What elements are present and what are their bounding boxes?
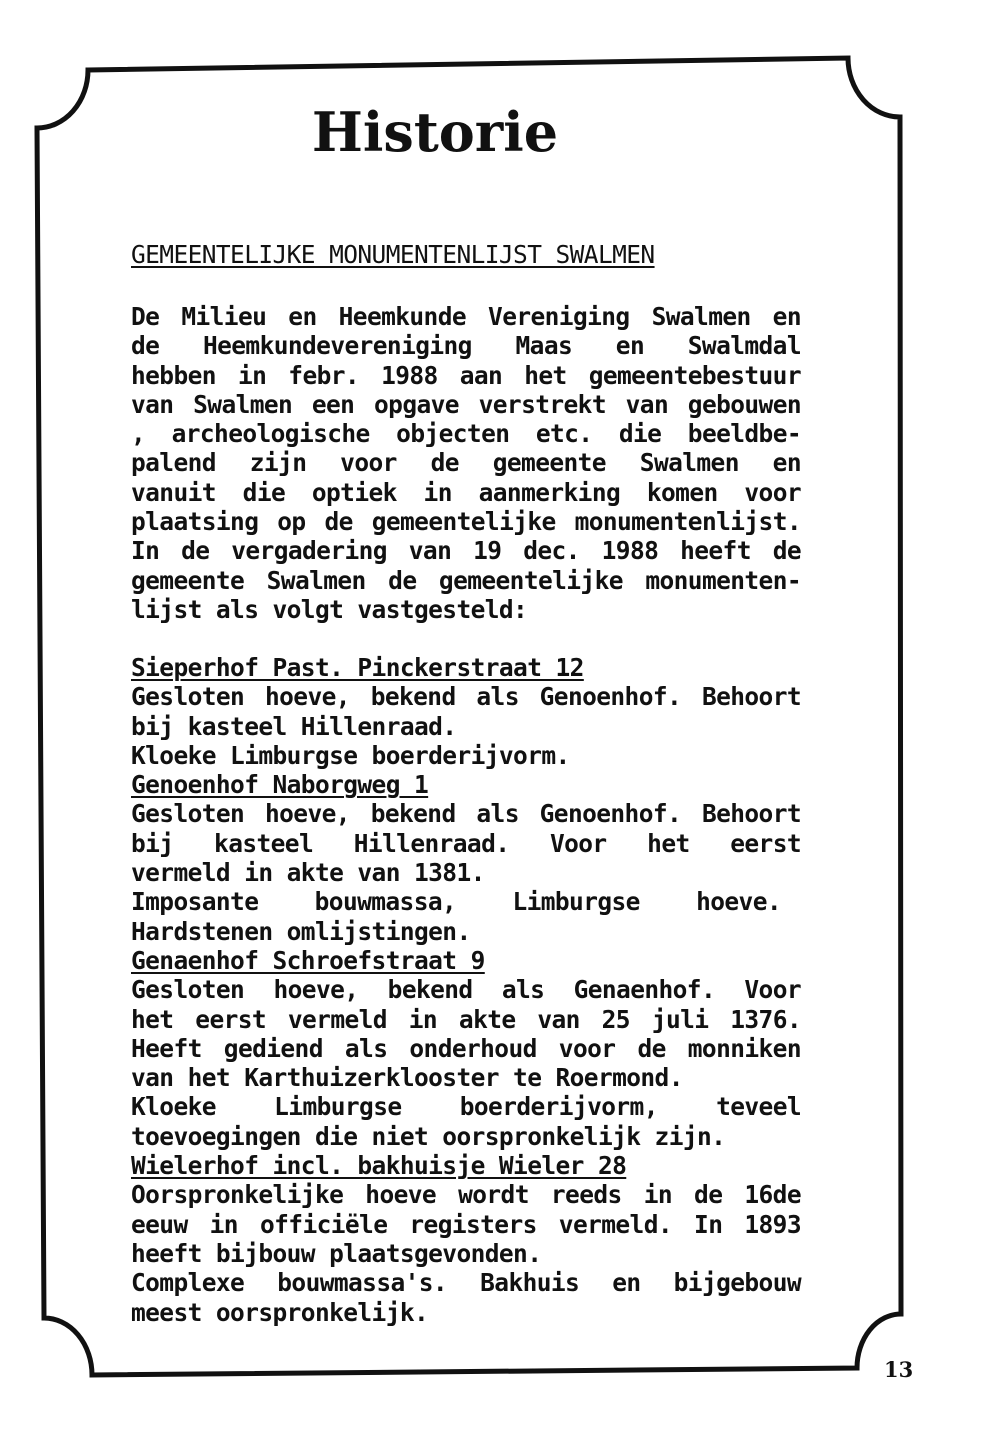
- intro-line: de Heemkundevereniging Maas en Swalmdal: [131, 331, 801, 361]
- intro-line: hebben in febr. 1988 aan het gemeentebestuur: [131, 360, 801, 390]
- intro-line: palend zijn voor de gemeente Swalmen en: [131, 448, 801, 478]
- monument-line: Heeft gediend als onderhoud voor de monniken: [131, 1033, 801, 1063]
- page-number: 13: [884, 1357, 914, 1382]
- monument-line: Oorspronkelijke hoeve wordt reeds in de 16de: [131, 1180, 801, 1210]
- monument-name: Sieperhof Past. Pinckerstraat 12: [131, 653, 584, 682]
- monument-entry: [131, 770, 801, 946]
- intro-line: vanuit die optiek in aanmerking komen voor: [131, 477, 801, 507]
- monument-line: heeft bijbouw plaatsgevonden.: [131, 1238, 542, 1268]
- monument-name: Genoenhof Naborgweg 1: [131, 770, 429, 800]
- monument-line: Hardstenen omlijstingen.: [131, 916, 471, 946]
- monument-line: Imposante bouwmassa, Limburgse hoeve.: [131, 887, 781, 917]
- monument-entry: [131, 1151, 801, 1327]
- intro-line: gemeente Swalmen de gemeentelijke monumenten-: [131, 565, 801, 595]
- monument-line: Kloeke Limburgse boerderijvorm.: [131, 740, 570, 770]
- monument-line: van het Karthuizerklooster te Roermond.: [131, 1063, 683, 1093]
- monument-line: Gesloten hoeve, bekend als Genaenhof. Voor: [131, 975, 801, 1005]
- monument-line: meest oorspronkelijk.: [131, 1297, 429, 1327]
- section-heading: [131, 240, 801, 269]
- monument-line: het eerst vermeld in akte van 25 juli 1376.: [131, 1004, 801, 1034]
- intro-line: van Swalmen een opgave verstrekt van gebouwen: [131, 389, 801, 419]
- intro-line: , archeologische objecten etc. die beeldbe-: [131, 419, 801, 449]
- page-title-text: Historie: [311, 100, 559, 164]
- monument-list: [131, 653, 801, 1327]
- page-title: [0, 100, 870, 164]
- monument-line: eeuw in officiële registers vermeld. In 1893: [131, 1209, 801, 1239]
- monument-name: Wielerhof incl. bakhuisje Wieler 28: [131, 1151, 627, 1181]
- monument-line: bij kasteel Hillenraad. Voor het eerst: [131, 828, 801, 858]
- monument-line: Gesloten hoeve, bekend als Genoenhof. Behoort: [131, 682, 801, 712]
- intro-paragraph: [131, 302, 801, 624]
- monument-line: bij kasteel Hillenraad.: [131, 711, 457, 741]
- monument-line: Kloeke Limburgse boerderijvorm, teveel: [131, 1092, 801, 1122]
- monument-line: toevoegingen die niet oorspronkelijk zijn.: [131, 1121, 726, 1151]
- monument-line: Complexe bouwmassa's. Bakhuis en bijgebouw: [131, 1268, 801, 1298]
- intro-line: In de vergadering van 19 dec. 1988 heeft de: [131, 536, 801, 566]
- monument-name: Genaenhof Schroefstraat 9: [131, 945, 485, 975]
- monument-line: Gesloten hoeve, bekend als Genoenhof. Behoort: [131, 799, 801, 829]
- intro-line: De Milieu en Heemkunde Vereniging Swalmen en: [131, 302, 801, 331]
- monument-entry: [131, 946, 801, 1151]
- monument-line: vermeld in akte van 1381.: [131, 858, 485, 888]
- intro-line: lijst als volgt vastgesteld:: [131, 594, 528, 624]
- monument-entry: [131, 653, 801, 770]
- section-heading-text: GEMEENTELIJKE MONUMENTENLIJST SWALMEN: [131, 240, 655, 269]
- intro-line: plaatsing op de gemeentelijke monumentenlijst.: [131, 507, 801, 537]
